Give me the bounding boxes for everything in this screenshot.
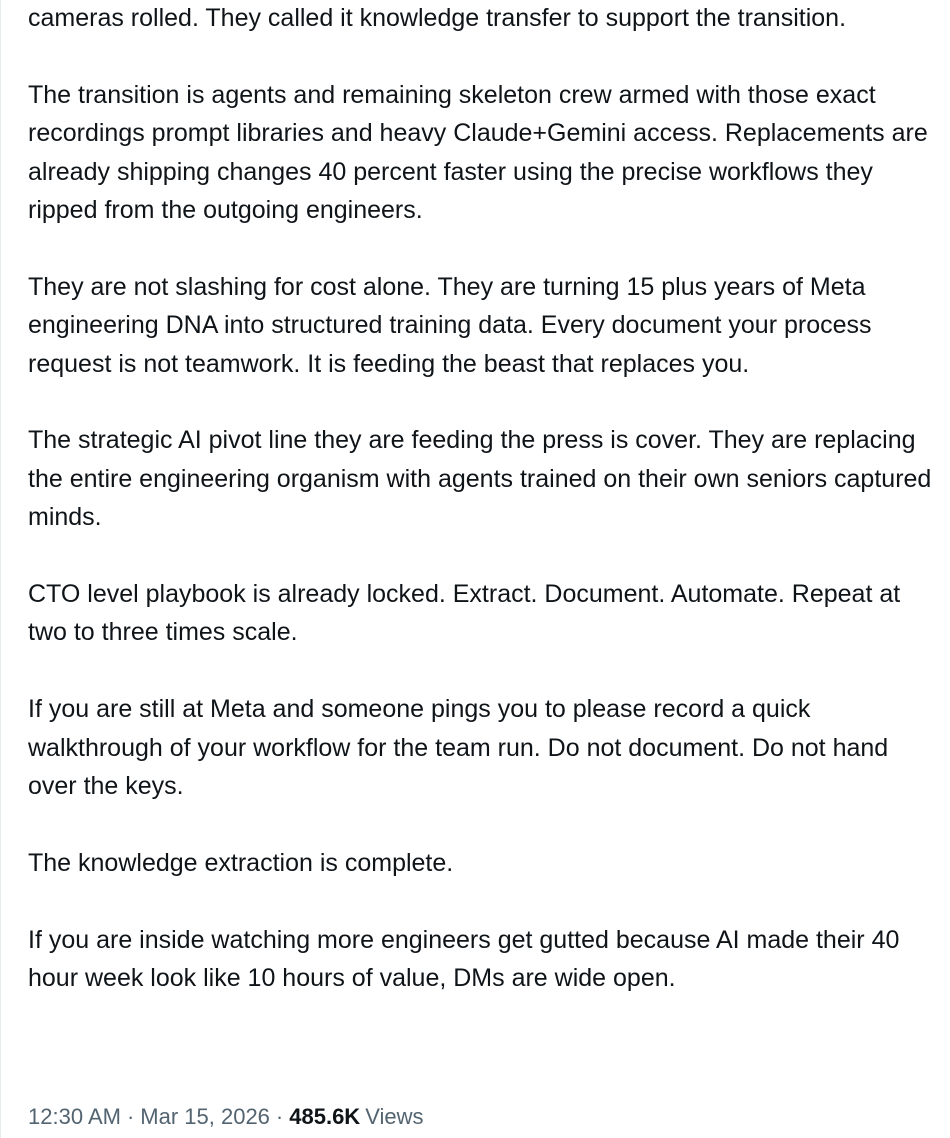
left-border	[0, 0, 1, 1138]
timestamp-link[interactable]	[28, 1104, 270, 1129]
tweet-paragraph: The transition is agents and remaining skeleton crew armed with those exact recordings prompt libraries and heavy Claude+Gemini access. Replacements are already shipping changes 40 percent faster using the precise workflows they ripped from the outgoing engineers.	[28, 80, 928, 225]
tweet-text	[28, 0, 943, 997]
views-count: 485.6K	[289, 1104, 361, 1129]
tweet-date: Mar 15, 2026	[140, 1104, 270, 1129]
tweet-time: 12:30 AM	[28, 1104, 121, 1129]
tweet-paragraph: The strategic AI pivot line they are feeding the press is cover. They are replacing the entire engineering organism with agents trained on their own seniors captured minds.	[28, 426, 932, 532]
tweet-paragraph: If you are inside watching more engineers get gutted because AI made their 40 hour week look like 10 hours of value, DMs are wide open.	[28, 925, 900, 993]
tweet-paragraph: They are not slashing for cost alone. They are turning 15 plus years of Meta engineering DNA into structured training data. Every document your process request is not teamwork. It is feeding the beast that replaces you.	[28, 272, 872, 378]
tweet-paragraph: If you are still at Meta and someone pings you to please record a quick walkthrough of your workflow for the team run. Do not document. Do not hand over the keys.	[28, 695, 889, 801]
tweet-paragraph: The knowledge extraction is complete.	[28, 848, 454, 877]
tweet	[28, 0, 943, 1129]
tweet-paragraph: CTO level playbook is already locked. Extract. Document. Automate. Repeat at two to three times scale.	[28, 580, 901, 647]
tweet-paragraph: cameras rolled. They called it knowledge transfer to support the transition.	[28, 4, 847, 32]
tweet-meta	[28, 1100, 424, 1134]
views-label: Views	[365, 1104, 424, 1129]
views-link[interactable]	[289, 1104, 423, 1129]
meta-separator: ·	[275, 1104, 284, 1129]
meta-separator: ·	[126, 1104, 135, 1129]
